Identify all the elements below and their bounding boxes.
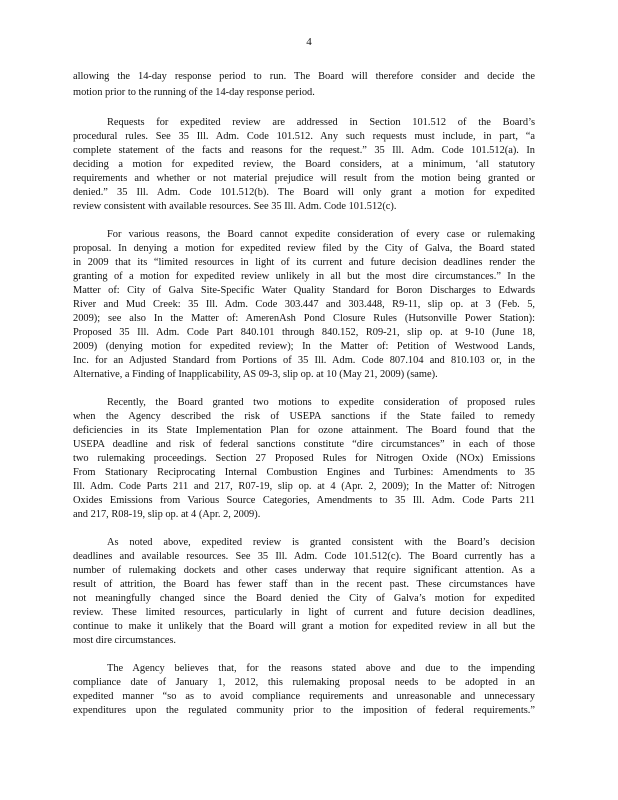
text-line: denied.” 35 Ill. Adm. Code 101.512(b). The Board will only grant a motion for expedited xyxy=(73,187,535,198)
text-line: Alternative, a Finding of Inapplicability, AS 09-3, slip op. at 10 (May 21, 2009) (same). xyxy=(73,369,438,380)
text-line: expedited manner “so as to avoid compliance requirements and unreasonable and unnecessary xyxy=(73,691,535,702)
text-line: most dire circumstances. xyxy=(73,635,177,646)
text-line: review. These limited resources, particularly in light of current and future decision deadlines, xyxy=(73,607,535,618)
text-line: requirements and whether or not material prejudice will result from the motion being granted or xyxy=(73,173,535,184)
text-line: deciding a motion for expedited review, the Board considers, at a minimum, ‘all statutory xyxy=(73,159,535,170)
text-line: USEPA deadline and risk of federal sanctions constitute “dire circumstances” in each of those xyxy=(73,439,535,450)
text-line: Proposed 35 Ill. Adm. Code Part 840.101 through 840.152, R09-21, slip op. at 9-10 (June 18, xyxy=(73,327,535,338)
text-line: two rulemaking proceedings. Section 27 Proposed Rules for Nitrogen Oxide (NOx) Emissions xyxy=(73,453,535,464)
page-number: 4 xyxy=(306,36,312,48)
text-line: Inc. for an Adjusted Standard from Portions of 35 Ill. Adm. Code 807.104 and 810.103 or, in the xyxy=(73,355,535,366)
text-line: proposal. In denying a motion for expedited review filed by the City of Galva, the Board stated xyxy=(73,243,535,254)
text-line: deadlines and available resources. See 35 Ill. Adm. Code 101.512(c). The Board currently has a xyxy=(73,551,535,562)
text-line: review consistent with available resources. See 35 Ill. Adm. Code 101.512(c). xyxy=(73,201,397,212)
text-line: complete statement of the facts and reasons for the request.” 35 Ill. Adm. Code 101.512(a). In xyxy=(73,145,535,156)
text-line: 2009) (denying motion for expedited review); In the Matter of: Petition of Westwood Lands, xyxy=(73,341,535,352)
text-line: Requests for expedited review are addressed in Section 101.512 of the Board’s xyxy=(107,117,535,128)
text-line: not meaningfully changed since the Board denied the City of Galva’s motion for expedited xyxy=(73,593,535,604)
text-line: granting of a motion for expedited review unlikely in all but the most dire circumstances.” In the xyxy=(73,271,535,282)
text-line: 2009); see also In the Matter of: AmerenAsh Pond Closure Rules (Hutsonville Power Station): xyxy=(73,313,535,324)
text-line: From Stationary Reciprocating Internal Combustion Engines and Turbines: Amendments to 35 xyxy=(73,467,535,478)
text-line: motion prior to the running of the 14-day response period. xyxy=(73,87,315,98)
text-line: The Agency believes that, for the reasons stated above and due to the impending xyxy=(107,663,535,674)
text-line: number of rulemaking dockets and other cases underway that require significant attention. As a xyxy=(73,565,535,576)
text-line: in 2009 that its “limited resources in light of its current and future decision deadlines render the xyxy=(73,257,535,268)
text-line: River and Mud Creek: 35 Ill. Adm. Code 303.447 and 303.448, R9-11, slip op. at 3 (Feb. 5, xyxy=(73,299,535,310)
text-line: expenditures upon the regulated community prior to the imposition of federal requirements.” xyxy=(73,705,535,716)
text-line: Matter of: City of Galva Site-Specific Water Quality Standard for Boron Discharges to Edwards xyxy=(73,285,535,296)
text-line: when the Agency described the risk of USEPA sanctions if the State failed to remedy xyxy=(73,411,535,422)
text-line: For various reasons, the Board cannot expedite consideration of every case or rulemaking xyxy=(107,229,535,240)
text-line: and 217, R08-19, slip op. at 4 (Apr. 2, 2009). xyxy=(73,509,261,520)
text-line: compliance date of January 1, 2012, this rulemaking proposal needs to be adopted in an xyxy=(73,677,535,688)
text-line: Oxides Emissions from Various Source Categories, Amendments to 35 Ill. Adm. Code Parts 211 xyxy=(73,495,535,506)
text-line: procedural rules. See 35 Ill. Adm. Code 101.512. Any such requests must include, in part, “a xyxy=(73,131,535,142)
text-line: deficiencies in its State Implementation Plan for ozone attainment. The Board found that the xyxy=(73,425,535,436)
text-line: continue to make it unlikely that the Board will grant a motion for expedited review in all but the xyxy=(73,621,535,632)
text-line: Ill. Adm. Code Parts 211 and 217, R07-19, slip op. at 4 (Apr. 2, 2009); In the Matter of: Nitrogen xyxy=(73,481,535,492)
text-line: allowing the 14-day response period to run. The Board will therefore consider and decide the xyxy=(73,71,535,82)
text-line: As noted above, expedited review is granted consistent with the Board’s decision xyxy=(107,537,535,548)
text-line: result of attrition, the Board has fewer staff than in the recent past. These circumstances have xyxy=(73,579,535,590)
text-line: Recently, the Board granted two motions to expedite consideration of proposed rules xyxy=(107,397,535,408)
